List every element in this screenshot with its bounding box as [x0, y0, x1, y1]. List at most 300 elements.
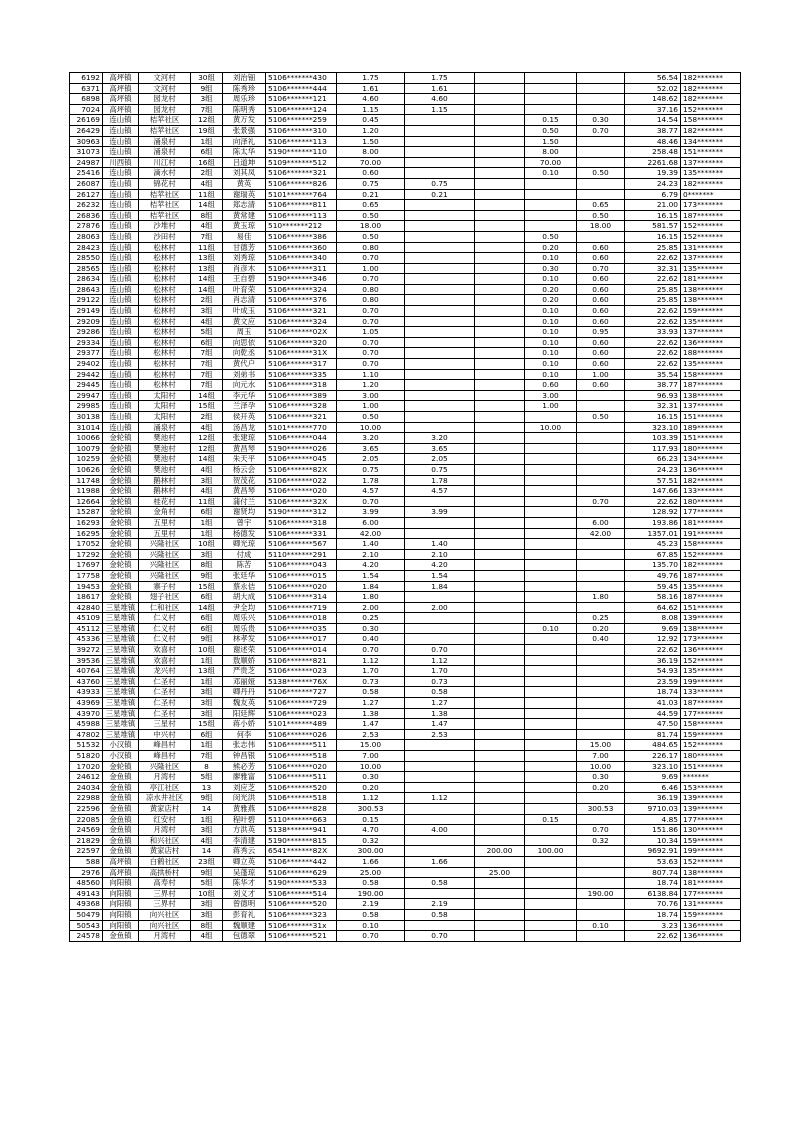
cell-village: 桂花村: [139, 496, 191, 507]
table-row: [70, 147, 741, 158]
table-row: [70, 698, 741, 709]
cell-name: 杨云会: [223, 464, 266, 475]
cell-id_card: 5106*******323: [266, 909, 337, 920]
cell-village: 兴隆社区: [139, 560, 191, 571]
cell-amount: 6138.84: [625, 888, 681, 899]
cell-col_d: [577, 507, 625, 518]
cell-amount: 22.62: [625, 645, 681, 656]
cell-group: 2组: [191, 295, 223, 306]
cell-town: 高坪镇: [103, 83, 139, 94]
cell-col_b: [475, 433, 525, 444]
cell-col_c: 1.00: [525, 401, 577, 412]
cell-name: 向元水: [223, 380, 266, 391]
cell-col_a: [405, 380, 475, 391]
table-row: [70, 899, 741, 910]
cell-id: 25416: [70, 168, 103, 179]
cell-id: 28643: [70, 284, 103, 295]
cell-group: 13组: [191, 263, 223, 274]
cell-col_b: [475, 337, 525, 348]
cell-town: 连山镇: [103, 125, 139, 136]
cell-name: 蒲付兰: [223, 496, 266, 507]
cell-col_d: 1.00: [577, 369, 625, 380]
table-row: [70, 200, 741, 211]
cell-group: 3组: [191, 909, 223, 920]
cell-col_d: [577, 486, 625, 497]
cell-col_c: [525, 486, 577, 497]
cell-id_card: 5106*******514: [266, 888, 337, 899]
cell-village: 龙兴村: [139, 666, 191, 677]
cell-amount: 22.62: [625, 274, 681, 285]
cell-col_a: 1.12: [405, 655, 475, 666]
cell-id_card: 5106*******518: [266, 751, 337, 762]
cell-area_total: 42.00: [337, 528, 405, 539]
cell-village: 仁义村: [139, 623, 191, 634]
cell-col_c: [525, 888, 577, 899]
cell-col_d: 0.60: [577, 316, 625, 327]
cell-id: 12664: [70, 496, 103, 507]
cell-col_d: [577, 655, 625, 666]
cell-village: 桔苹社区: [139, 210, 191, 221]
table-row: [70, 189, 741, 200]
cell-col_d: [577, 708, 625, 719]
cell-group: 4组: [191, 464, 223, 475]
cell-phone: 158*******: [681, 115, 741, 126]
cell-id_card: 5106*******318: [266, 380, 337, 391]
cell-group: 5组: [191, 772, 223, 783]
cell-amount: 66.23: [625, 454, 681, 465]
cell-col_d: [577, 729, 625, 740]
cell-col_c: 0.50: [525, 231, 577, 242]
cell-village: 松林村: [139, 369, 191, 380]
cell-col_b: [475, 125, 525, 136]
cell-amount: 22.62: [625, 306, 681, 317]
cell-col_a: [405, 221, 475, 232]
cell-col_a: 4.60: [405, 94, 475, 105]
cell-town: 连山镇: [103, 115, 139, 126]
cell-col_b: [475, 147, 525, 158]
cell-col_b: [475, 602, 525, 613]
cell-col_b: [475, 496, 525, 507]
cell-col_c: [525, 581, 577, 592]
cell-col_a: [405, 348, 475, 359]
cell-amount: 16.15: [625, 412, 681, 423]
cell-id: 17292: [70, 549, 103, 560]
cell-name: 张景强: [223, 125, 266, 136]
cell-col_b: [475, 581, 525, 592]
cell-town: 高坪镇: [103, 856, 139, 867]
cell-town: 金轮镇: [103, 517, 139, 528]
table-row: [70, 486, 741, 497]
cell-col_b: [475, 623, 525, 634]
cell-col_c: [525, 835, 577, 846]
cell-col_d: [577, 231, 625, 242]
cell-village: 仁圣村: [139, 698, 191, 709]
cell-id: 28634: [70, 274, 103, 285]
cell-col_a: [405, 263, 475, 274]
cell-group: 15组: [191, 401, 223, 412]
cell-village: 黄家店村: [139, 846, 191, 857]
cell-id_card: 5106*******511: [266, 772, 337, 783]
cell-area_total: 3.99: [337, 507, 405, 518]
cell-name: 吴蓬琼: [223, 867, 266, 878]
cell-village: 松林村: [139, 295, 191, 306]
cell-col_b: [475, 655, 525, 666]
cell-group: 3组: [191, 899, 223, 910]
cell-col_b: [475, 634, 525, 645]
cell-col_c: [525, 878, 577, 889]
cell-col_b: [475, 369, 525, 380]
cell-village: 月湾村: [139, 825, 191, 836]
cell-col_d: 0.20: [577, 623, 625, 634]
cell-phone: 180*******: [681, 443, 741, 454]
cell-col_a: [405, 337, 475, 348]
cell-col_b: [475, 316, 525, 327]
cell-id_card: 5106*******324: [266, 284, 337, 295]
cell-name: 杨德发: [223, 528, 266, 539]
cell-col_d: 0.60: [577, 274, 625, 285]
cell-amount: 16.15: [625, 210, 681, 221]
cell-col_c: [525, 221, 577, 232]
cell-id: 7024: [70, 104, 103, 115]
cell-col_b: [475, 539, 525, 550]
cell-col_b: [475, 613, 525, 624]
cell-id: 10626: [70, 464, 103, 475]
cell-col_a: [405, 496, 475, 507]
cell-group: 6组: [191, 729, 223, 740]
cell-name: 熊必芳: [223, 761, 266, 772]
cell-area_total: 8.00: [337, 147, 405, 158]
cell-id: 24987: [70, 157, 103, 168]
cell-village: 月湾村: [139, 931, 191, 942]
cell-col_a: [405, 517, 475, 528]
cell-col_d: [577, 136, 625, 147]
cell-col_b: [475, 793, 525, 804]
cell-group: 3组: [191, 475, 223, 486]
cell-col_c: [525, 909, 577, 920]
cell-phone: 177*******: [681, 507, 741, 518]
cell-col_a: 1.27: [405, 698, 475, 709]
cell-col_c: [525, 496, 577, 507]
cell-village: 翅子社区: [139, 592, 191, 603]
cell-group: 8: [191, 761, 223, 772]
cell-area_total: 3.65: [337, 443, 405, 454]
cell-town: 金鱼镇: [103, 835, 139, 846]
cell-amount: 48.46: [625, 136, 681, 147]
cell-phone: 187*******: [681, 210, 741, 221]
cell-phone: 181*******: [681, 274, 741, 285]
cell-col_d: [577, 104, 625, 115]
cell-col_b: [475, 676, 525, 687]
cell-amount: 21.00: [625, 200, 681, 211]
cell-town: 金轮镇: [103, 560, 139, 571]
cell-col_d: 300.53: [577, 803, 625, 814]
cell-id_card: 5106*******321: [266, 306, 337, 317]
cell-id: 10259: [70, 454, 103, 465]
cell-id_card: 5106*******320: [266, 337, 337, 348]
cell-col_b: [475, 168, 525, 179]
cell-id_card: 5106*******567: [266, 539, 337, 550]
cell-col_c: 0.20: [525, 284, 577, 295]
cell-id: 588: [70, 856, 103, 867]
cell-col_d: 0.40: [577, 634, 625, 645]
cell-col_d: [577, 539, 625, 550]
cell-id: 22596: [70, 803, 103, 814]
cell-id_card: 5106*******324: [266, 316, 337, 327]
cell-area_total: 4.70: [337, 825, 405, 836]
table-row: [70, 549, 741, 560]
cell-area_total: 25.00: [337, 867, 405, 878]
cell-id_card: 5106*******430: [266, 73, 337, 84]
cell-village: 中兴村: [139, 729, 191, 740]
cell-village: 黄家店村: [139, 803, 191, 814]
cell-id: 24578: [70, 931, 103, 942]
table-row: [70, 327, 741, 338]
cell-town: 金轮镇: [103, 592, 139, 603]
cell-col_a: [405, 369, 475, 380]
cell-phone: 173*******: [681, 634, 741, 645]
cell-group: 6组: [191, 147, 223, 158]
cell-col_c: [525, 507, 577, 518]
cell-phone: 181*******: [681, 517, 741, 528]
cell-area_total: 6.00: [337, 517, 405, 528]
cell-phone: 151*******: [681, 761, 741, 772]
cell-town: 高坪镇: [103, 104, 139, 115]
cell-id: 43933: [70, 687, 103, 698]
cell-amount: 14.54: [625, 115, 681, 126]
cell-col_d: [577, 157, 625, 168]
cell-col_d: 0.30: [577, 115, 625, 126]
cell-id: 26169: [70, 115, 103, 126]
cell-name: 陈华才: [223, 878, 266, 889]
cell-col_c: 10.00: [525, 422, 577, 433]
table-row: [70, 464, 741, 475]
cell-col_d: 0.32: [577, 835, 625, 846]
cell-col_d: 0.60: [577, 337, 625, 348]
cell-phone: 137*******: [681, 253, 741, 264]
cell-id_card: 5106*******321: [266, 412, 337, 423]
cell-phone: 139*******: [681, 803, 741, 814]
cell-id_card: 5106*******314: [266, 592, 337, 603]
cell-id: 30138: [70, 412, 103, 423]
cell-town: 连山镇: [103, 263, 139, 274]
cell-area_total: 70.00: [337, 157, 405, 168]
cell-col_b: [475, 899, 525, 910]
cell-col_a: [405, 253, 475, 264]
cell-town: 三星堆镇: [103, 687, 139, 698]
cell-area_total: 3.00: [337, 390, 405, 401]
cell-amount: 37.16: [625, 104, 681, 115]
cell-village: 三界村: [139, 899, 191, 910]
cell-id: 43970: [70, 708, 103, 719]
cell-village: 松林村: [139, 380, 191, 391]
cell-name: 敖顺娇: [223, 655, 266, 666]
cell-col_c: 0.60: [525, 380, 577, 391]
cell-town: 连山镇: [103, 390, 139, 401]
cell-id_card: 5106*******82X: [266, 464, 337, 475]
cell-col_b: [475, 200, 525, 211]
cell-col_a: [405, 920, 475, 931]
cell-phone: 182*******: [681, 560, 741, 571]
cell-col_b: [475, 412, 525, 423]
cell-col_c: [525, 719, 577, 730]
cell-amount: 54.93: [625, 666, 681, 677]
table-row: [70, 496, 741, 507]
cell-id: 45336: [70, 634, 103, 645]
cell-col_d: [577, 549, 625, 560]
cell-amount: 12.92: [625, 634, 681, 645]
table-row: [70, 613, 741, 624]
cell-col_c: 0.20: [525, 295, 577, 306]
cell-id: 51532: [70, 740, 103, 751]
cell-area_total: 300.53: [337, 803, 405, 814]
cell-phone: 153*******: [681, 782, 741, 793]
cell-phone: 134*******: [681, 454, 741, 465]
cell-phone: 180*******: [681, 751, 741, 762]
cell-col_a: 0.58: [405, 909, 475, 920]
cell-id_card: 5109*******512: [266, 157, 337, 168]
cell-amount: 581.57: [625, 221, 681, 232]
cell-area_total: 4.57: [337, 486, 405, 497]
cell-village: 三界村: [139, 888, 191, 899]
cell-area_total: 300.00: [337, 846, 405, 857]
cell-amount: 8.08: [625, 613, 681, 624]
cell-col_c: [525, 751, 577, 762]
cell-area_total: 2.53: [337, 729, 405, 740]
cell-id_card: 5106*******518: [266, 793, 337, 804]
cell-col_a: 2.53: [405, 729, 475, 740]
cell-col_b: [475, 178, 525, 189]
cell-name: 肖彦木: [223, 263, 266, 274]
cell-amount: 53.63: [625, 856, 681, 867]
cell-col_a: [405, 316, 475, 327]
cell-name: 蒋小娇: [223, 719, 266, 730]
cell-col_a: [405, 295, 475, 306]
cell-id_card: 5106*******321: [266, 168, 337, 179]
cell-area_total: 0.70: [337, 253, 405, 264]
cell-id_card: 5106*******340: [266, 253, 337, 264]
cell-id: 18617: [70, 592, 103, 603]
cell-town: 金轮镇: [103, 528, 139, 539]
table-row: [70, 793, 741, 804]
cell-phone: 191*******: [681, 528, 741, 539]
cell-amount: 9692.91: [625, 846, 681, 857]
cell-id_card: 5106*******113: [266, 136, 337, 147]
cell-col_d: 0.60: [577, 284, 625, 295]
cell-col_a: [405, 634, 475, 645]
cell-phone: 151*******: [681, 433, 741, 444]
table-row: [70, 390, 741, 401]
cell-phone: 152*******: [681, 549, 741, 560]
cell-id_card: 5190*******533: [266, 878, 337, 889]
cell-col_c: [525, 528, 577, 539]
table-row: [70, 401, 741, 412]
cell-col_c: 0.10: [525, 306, 577, 317]
cell-id_card: 5190*******026: [266, 443, 337, 454]
cell-id_card: 5110*******291: [266, 549, 337, 560]
cell-group: 15组: [191, 719, 223, 730]
cell-phone: *******: [681, 772, 741, 783]
cell-phone: 152*******: [681, 740, 741, 751]
cell-group: 7组: [191, 751, 223, 762]
cell-col_a: [405, 401, 475, 412]
cell-village: 松林村: [139, 348, 191, 359]
cell-col_d: [577, 560, 625, 571]
cell-col_c: [525, 740, 577, 751]
cell-id_card: 5106*******311: [266, 263, 337, 274]
cell-area_total: 0.65: [337, 200, 405, 211]
cell-area_total: 0.80: [337, 242, 405, 253]
cell-col_a: 0.73: [405, 676, 475, 687]
cell-area_total: 190.00: [337, 888, 405, 899]
cell-town: 连山镇: [103, 274, 139, 285]
cell-area_total: 4.60: [337, 94, 405, 105]
cell-phone: 151*******: [681, 602, 741, 613]
cell-id: 49368: [70, 899, 103, 910]
cell-group: 7组: [191, 104, 223, 115]
table-row: [70, 295, 741, 306]
cell-group: 9组: [191, 867, 223, 878]
cell-area_total: 0.50: [337, 210, 405, 221]
cell-town: 连山镇: [103, 295, 139, 306]
cell-area_total: 1.38: [337, 708, 405, 719]
cell-town: 金鱼镇: [103, 803, 139, 814]
cell-group: 1组: [191, 655, 223, 666]
cell-village: 仁和社区: [139, 602, 191, 613]
cell-area_total: 2.19: [337, 899, 405, 910]
cell-col_a: 3.20: [405, 433, 475, 444]
table-row: [70, 782, 741, 793]
cell-phone: 0*******: [681, 189, 741, 200]
cell-village: 向兴社区: [139, 920, 191, 931]
cell-col_c: [525, 210, 577, 221]
table-row: [70, 221, 741, 232]
cell-name: 向乾丞: [223, 348, 266, 359]
cell-id: 11748: [70, 475, 103, 486]
cell-col_b: [475, 592, 525, 603]
cell-village: 仁圣村: [139, 687, 191, 698]
cell-col_c: [525, 698, 577, 709]
cell-col_b: [475, 878, 525, 889]
cell-area_total: 1.54: [337, 570, 405, 581]
cell-town: 连山镇: [103, 147, 139, 158]
table-row: [70, 592, 741, 603]
cell-phone: 151*******: [681, 147, 741, 158]
cell-id: 29377: [70, 348, 103, 359]
cell-town: 连山镇: [103, 242, 139, 253]
cell-id: 17020: [70, 761, 103, 772]
table-row: [70, 443, 741, 454]
cell-id: 22085: [70, 814, 103, 825]
cell-phone: 135*******: [681, 666, 741, 677]
cell-phone: 136*******: [681, 645, 741, 656]
cell-col_a: 1.75: [405, 73, 475, 84]
cell-village: 桔苹社区: [139, 115, 191, 126]
table-row: [70, 231, 741, 242]
cell-id_card: 5106*******520: [266, 782, 337, 793]
cell-col_c: 0.15: [525, 814, 577, 825]
cell-col_b: [475, 274, 525, 285]
cell-id_card: 5106*******727: [266, 687, 337, 698]
cell-phone: 182*******: [681, 94, 741, 105]
cell-id_card: 5101*******770: [266, 422, 337, 433]
cell-col_d: 10.00: [577, 761, 625, 772]
cell-col_b: [475, 507, 525, 518]
cell-name: 蒋秀云: [223, 846, 266, 857]
cell-col_d: [577, 422, 625, 433]
cell-area_total: 2.00: [337, 602, 405, 613]
table-row: [70, 931, 741, 942]
cell-group: 7组: [191, 380, 223, 391]
